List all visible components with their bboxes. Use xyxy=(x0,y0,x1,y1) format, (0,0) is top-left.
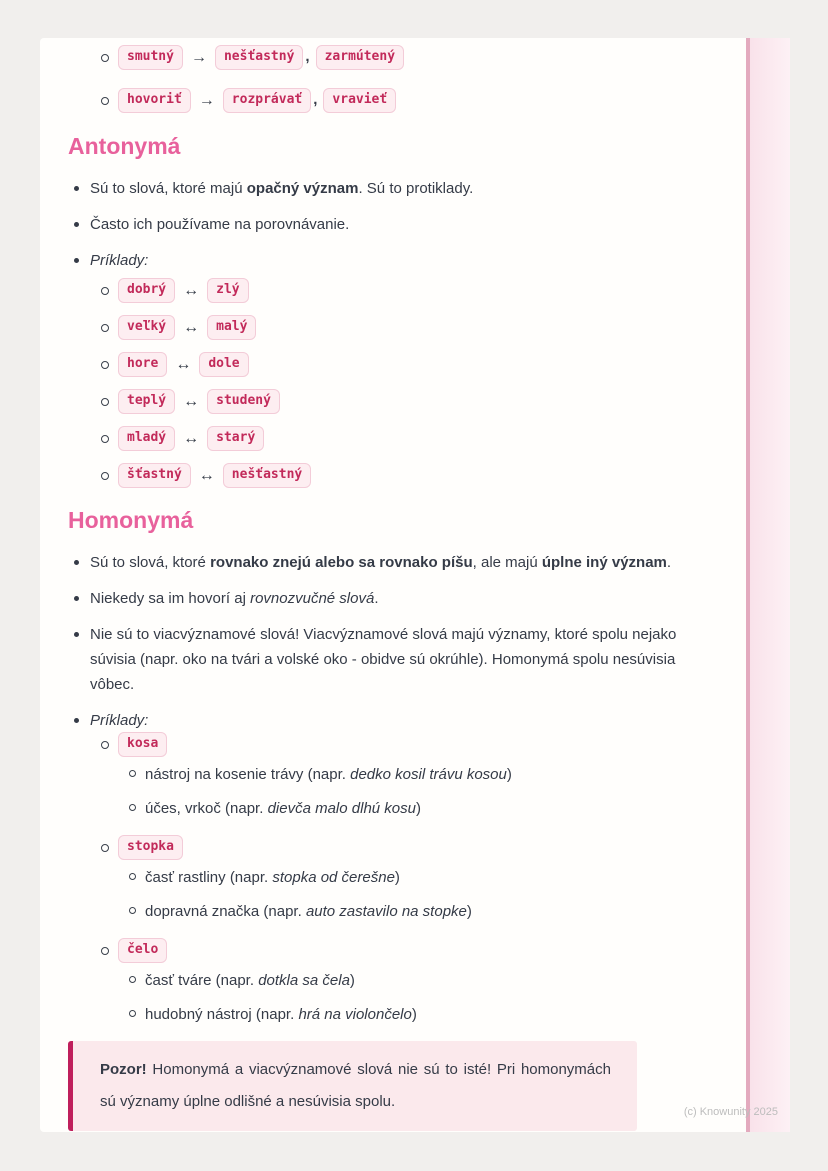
left-word-badge: teplý xyxy=(118,389,175,414)
bullet-item xyxy=(68,248,718,273)
synonym-example-row xyxy=(68,87,718,114)
meaning-item xyxy=(68,899,718,924)
antonym-pair-row xyxy=(68,315,718,340)
left-word-badge: veľký xyxy=(118,315,175,340)
homonym-word-badge: kosa xyxy=(118,732,167,757)
synonym-example-row xyxy=(68,44,718,71)
page-edge-line xyxy=(746,38,750,1132)
antonym-pair-row xyxy=(68,278,718,303)
hollow-bullet-icon xyxy=(129,873,136,880)
bullet-dot-icon xyxy=(74,222,79,227)
meaning-item xyxy=(68,865,718,890)
homonym-examples-list xyxy=(68,732,718,1027)
bullet-dot-icon xyxy=(74,632,79,637)
homonym-word-badge: stopka xyxy=(118,835,183,860)
synonym-badge: rozprávať xyxy=(223,88,311,113)
meaning-text: dopravná značka (napr. auto zastavilo na stopke) xyxy=(145,903,472,920)
meaning-text: časť rastliny (napr. stopka od čerešne) xyxy=(145,869,400,886)
bullet-dot-icon xyxy=(74,186,79,191)
synonym-badge: nešťastný xyxy=(215,45,303,70)
left-word-badge: dobrý xyxy=(118,278,175,303)
right-word-badge: dole xyxy=(199,352,248,377)
meaning-item xyxy=(68,968,718,993)
meaning-text: časť tváre (napr. dotkla sa čela) xyxy=(145,972,355,989)
hollow-bullet-icon xyxy=(129,804,136,811)
word-badge: hovoriť xyxy=(118,88,191,113)
meaning-item xyxy=(68,1002,718,1027)
section-heading-antonyma: Antonymá xyxy=(68,133,181,159)
callout-box xyxy=(68,1041,637,1131)
homonym-word-badge: čelo xyxy=(118,938,167,963)
bullet-dot-icon xyxy=(74,596,79,601)
bullet-dot-icon xyxy=(74,718,79,723)
hollow-bullet-icon xyxy=(101,435,109,443)
hollow-bullet-icon xyxy=(129,907,136,914)
arrow-right-icon: → xyxy=(198,92,215,109)
antonym-pair-row xyxy=(68,463,718,488)
meaning-text: nástroj na kosenie trávy (napr. dedko kosil trávu kosou) xyxy=(145,766,512,783)
bullet-item xyxy=(68,212,718,237)
bullet-text: Sú to slová, ktoré rovnako znejú alebo sa rovnako píšu, ale majú úplne iný význam. xyxy=(90,554,672,571)
double-arrow-icon: ↔ xyxy=(183,282,200,299)
comma-separator: , xyxy=(313,91,318,108)
bullet-item xyxy=(68,586,718,611)
hollow-bullet-icon xyxy=(101,97,109,105)
bullet-text: Niekedy sa im hovorí aj rovnozvučné slová. xyxy=(90,590,379,607)
left-word-badge: mladý xyxy=(118,426,175,451)
bullet-item xyxy=(68,622,718,697)
bullet-text: Príklady: xyxy=(90,712,149,729)
hollow-bullet-icon xyxy=(101,844,109,852)
hollow-bullet-icon xyxy=(101,472,109,480)
right-word-badge: nešťastný xyxy=(223,463,311,488)
hollow-bullet-icon xyxy=(101,361,109,369)
right-word-badge: studený xyxy=(207,389,280,414)
hollow-bullet-icon xyxy=(129,976,136,983)
meaning-item xyxy=(68,762,718,787)
meaning-text: hudobný nástroj (napr. hrá na violončelo) xyxy=(145,1006,417,1023)
hollow-bullet-icon xyxy=(101,741,109,749)
double-arrow-icon: ↔ xyxy=(175,356,192,373)
hollow-bullet-icon xyxy=(101,287,109,295)
arrow-right-icon: → xyxy=(190,49,207,66)
hollow-bullet-icon xyxy=(101,398,109,406)
hollow-bullet-icon xyxy=(101,947,109,955)
section-heading-homonyma: Homonymá xyxy=(68,507,194,533)
meaning-text: účes, vrkoč (napr. dievča malo dlhú kosu) xyxy=(145,800,421,817)
hollow-bullet-icon xyxy=(129,1010,136,1017)
antonym-pair-row xyxy=(68,352,718,377)
comma-separator: , xyxy=(305,48,310,65)
bullet-text: Sú to slová, ktoré majú opačný význam. Sú to protiklady. xyxy=(90,180,474,197)
bullet-dot-icon xyxy=(74,258,79,263)
double-arrow-icon: ↔ xyxy=(183,430,200,447)
synonym-examples-list xyxy=(68,44,718,114)
hollow-bullet-icon xyxy=(101,54,109,62)
page-edge-stripe xyxy=(750,38,790,1132)
homonym-word-row xyxy=(68,938,718,963)
hollow-bullet-icon xyxy=(101,324,109,332)
double-arrow-icon: ↔ xyxy=(183,393,200,410)
bullet-text: Často ich používame na porovnávanie. xyxy=(90,216,350,233)
watermark: (c) Knowunity 2025 xyxy=(683,1106,778,1118)
homonym-word-row xyxy=(68,835,718,860)
right-word-badge: zlý xyxy=(207,278,248,303)
document-page xyxy=(40,38,790,1132)
right-word-badge: starý xyxy=(207,426,264,451)
homonym-example-group xyxy=(68,938,718,1027)
double-arrow-icon: ↔ xyxy=(198,467,215,484)
synonym-badge: zarmútený xyxy=(316,45,404,70)
right-word-badge: malý xyxy=(207,315,256,340)
bullet-dot-icon xyxy=(74,560,79,565)
bullet-item xyxy=(68,550,718,575)
synonym-badge: vravieť xyxy=(323,88,396,113)
bullet-text: Nie sú to viacvýznamové slová! Viacvýznamové slová majú významy, ktoré spolu nejako súvisia (napr. oko na tvári a volské oko - obidve sú okrúhle). Homonymá spolu nesúvisia vôbec. xyxy=(90,626,677,693)
hollow-bullet-icon xyxy=(129,770,136,777)
word-badge: smutný xyxy=(118,45,183,70)
page-content xyxy=(40,38,718,1131)
left-word-badge: šťastný xyxy=(118,463,191,488)
callout-text: Pozor! Homonymá a viacvýznamové slová nie sú to isté! Pri homonymách sú významy úplne odlišné a nesúvisia spolu. xyxy=(100,1061,611,1110)
bullet-item xyxy=(68,176,718,201)
meaning-item xyxy=(68,796,718,821)
antonym-pairs-list xyxy=(68,278,718,488)
homonym-word-row xyxy=(68,732,718,757)
left-word-badge: hore xyxy=(118,352,167,377)
antonym-pair-row xyxy=(68,389,718,414)
antonym-pair-row xyxy=(68,426,718,451)
bullet-item xyxy=(68,708,718,733)
homonym-example-group xyxy=(68,835,718,924)
double-arrow-icon: ↔ xyxy=(183,319,200,336)
homonym-example-group xyxy=(68,732,718,821)
bullet-text: Príklady: xyxy=(90,252,149,269)
